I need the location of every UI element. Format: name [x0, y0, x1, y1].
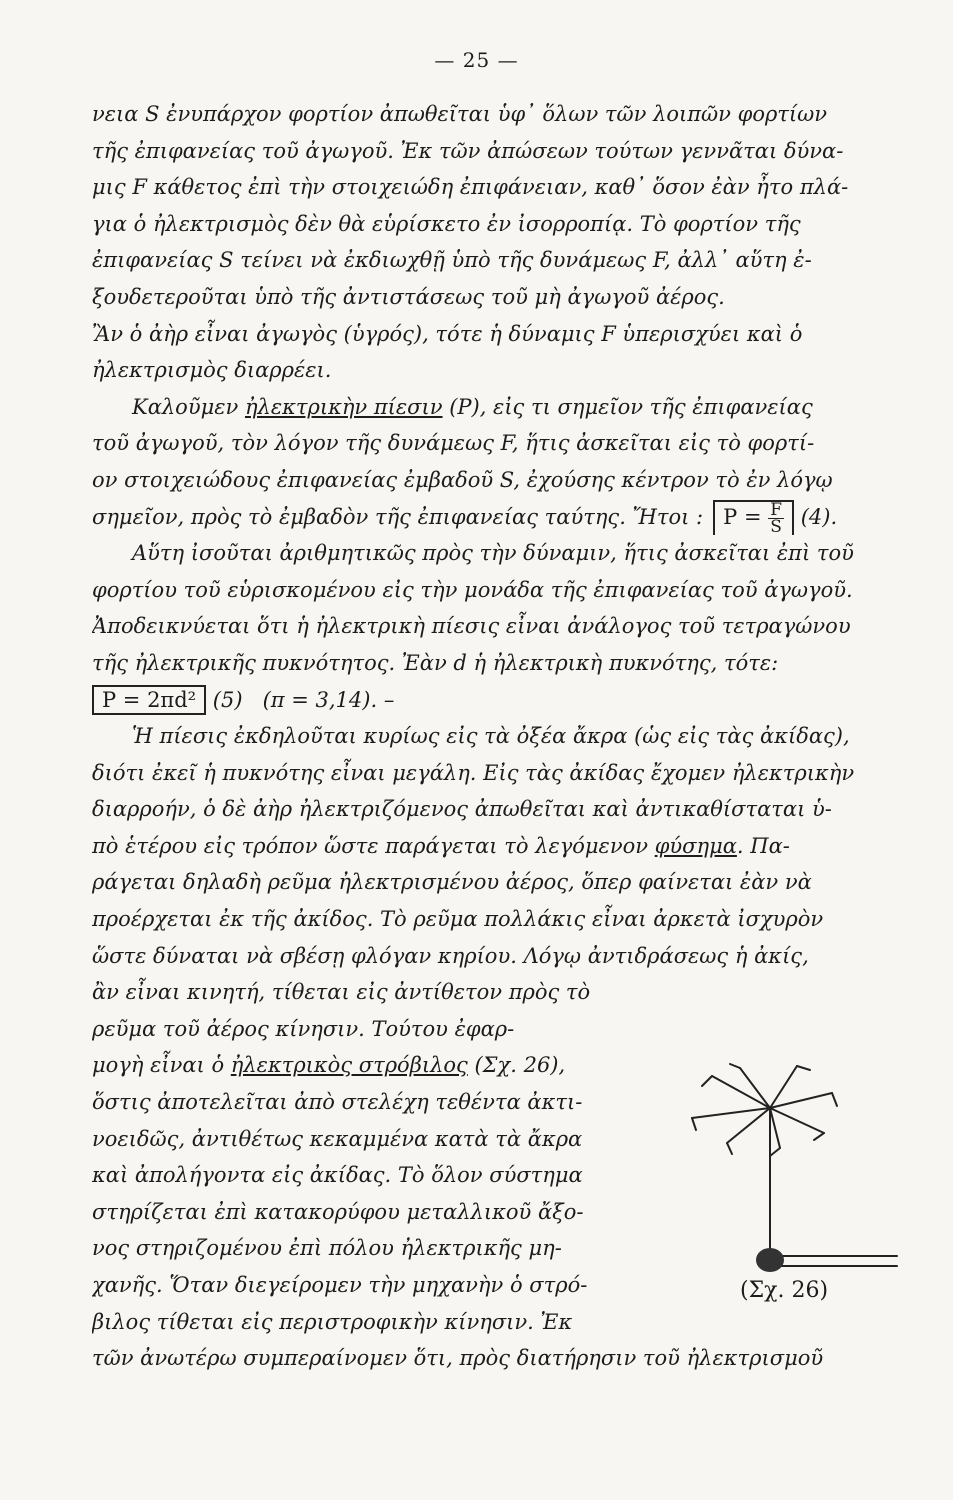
text-line: Ἂν ὁ ἀὴρ εἶναι ἀγωγὸς (ὑγρός), τότε ἡ δύναμις F ὑπερισχύει καὶ ὁ	[92, 321, 803, 346]
text-line: μις F κάθετος ἐπὶ τὴν στοιχειώδη ἐπιφάνειαν, καθ᾽ ὅσον ἐὰν ἦτο πλά-	[92, 175, 849, 200]
fraction-denominator: S	[770, 516, 782, 536]
figure-arm	[712, 1076, 770, 1108]
text-span: μογὴ εἶναι ὁ	[92, 1053, 231, 1078]
figure-arm-tip	[797, 1066, 810, 1070]
text-span: (Σχ. 26),	[467, 1053, 566, 1078]
figure-arm	[770, 1108, 780, 1148]
text-line: νος στηριζομένου ἐπὶ πόλου ἠλεκτρικῆς μη-	[92, 1236, 562, 1261]
text-span: σημεῖον, πρὸς τὸ ἐμβαδὸν τῆς ἐπιφανείας ταύτης. Ἤτοι :	[92, 504, 704, 529]
text-line: ἠλεκτρισμὸς διαρρέει.	[92, 358, 332, 383]
figure-pole-ball	[756, 1248, 784, 1272]
text-line: προέρχεται ἐκ τῆς ἀκίδος. Τὸ ρεῦμα πολλάκις εἶναι ἀρκετὰ ἰσχυρὸν	[92, 907, 824, 932]
formula-4-label: (4).	[800, 504, 838, 529]
text-span: Καλοῦμεν	[132, 394, 245, 419]
definition-line	[92, 389, 912, 426]
electric-whirl-figure	[672, 1048, 902, 1278]
text-line: νοειδῶς, ἀντιθέτως κεκαμμένα κατὰ τὰ ἄκρα	[92, 1126, 583, 1151]
text-line: ράγεται δηλαδὴ ρεῦμα ἠλεκτρισμένου ἀέρος, ὅπερ φαίνεται ἐὰν νὰ	[92, 870, 812, 895]
text-line: διαρροήν, ὁ δὲ ἀὴρ ἠλεκτριζόμενος ἀπωθεῖται καὶ ἀντικαθίσταται ὑ-	[92, 797, 832, 822]
text-line: ρεῦμα τοῦ ἀέρος κίνησιν. Τούτου ἐφαρ-	[92, 1016, 515, 1041]
figure-arm-tip	[814, 1133, 824, 1140]
text-line: καὶ ἀπολήγοντα εἰς ἀκίδας. Τὸ ὅλον σύστημα	[92, 1163, 583, 1188]
text-line: ον στοιχειώδους ἐπιφανείας ἐμβαδοῦ S, ἐχούσης κέντρον τὸ ἐν λόγῳ	[92, 467, 833, 492]
formula-line	[92, 682, 912, 719]
text-line: διότι ἐκεῖ ἡ πυκνότης εἶναι μεγάλη. Εἰς τὰς ἀκίδας ἔχομεν ἠλεκτρικὴν	[92, 760, 855, 785]
text-line: στηρίζεται ἐπὶ κατακορύφου μεταλλικοῦ ἄξο-	[92, 1199, 584, 1224]
text-line: χανῆς. Ὅταν διεγείρομεν τὴν μηχανὴν ὁ στρό-	[92, 1273, 588, 1297]
text-line: τοῦ ἀγωγοῦ, τὸν λόγον τῆς δυνάμεως F, ἥτις ἀσκεῖται εἰς τὸ φορτί-	[92, 431, 815, 456]
term-electric-whirl: ἠλεκτρικὸς στρόβιλος	[230, 1053, 468, 1078]
text-line: ἂν εἶναι κινητή, τίθεται εἰς ἀντίθετον πρὸς τὸ	[92, 980, 591, 1005]
pi-value: (π = 3,14). –	[262, 687, 395, 712]
text-line: Αὕτη ἰσοῦται ἀριθμητικῶς πρὸς τὴν δύναμιν, ἥτις ἀσκεῖται ἐπὶ τοῦ	[132, 541, 854, 566]
text-line: ὥστε δύναται νὰ σβέσῃ φλόγαν κηρίου. Λόγῳ ἀντιδράσεως ἡ ἀκίς,	[92, 943, 809, 968]
formula-line	[92, 499, 912, 536]
term-blowing: φύσημα	[654, 833, 737, 858]
term-electric-pressure: ἠλεκτρικὴν πίεσιν	[244, 394, 443, 419]
text-line: τῶν ἀνωτέρω συμπεραίνομεν ὅτι, πρὸς διατήρησιν τοῦ ἠλεκτρισμοῦ	[92, 1346, 824, 1371]
text-line: για ὁ ἠλεκτρισμὸς δὲν θὰ εὑρίσκετο ἐν ἰσορροπίᾳ. Τὸ φορτίον τῆς	[92, 211, 801, 236]
text-span: (P), εἰς τι σημεῖον τῆς ἐπιφανείας	[442, 394, 813, 419]
page-number: — 25 —	[434, 48, 519, 72]
text-line	[92, 828, 912, 865]
figure-arm-tip	[730, 1064, 740, 1068]
text-line: Ἡ πίεσις ἐκδηλοῦται κυρίως εἰς τὰ ὀξέα ἄκρα (ὡς εἰς τὰς ἀκίδας),	[132, 724, 850, 749]
formula-4-lhs: P =	[723, 504, 762, 529]
text-line	[92, 1047, 652, 1084]
text-line: νεια S ἐνυπάρχον φορτίον ἀπωθεῖται ὑφ᾽ ὅλων τῶν λοιπῶν φορτίων	[92, 102, 828, 126]
text-line: ὅστις ἀποτελεῖται ἀπὸ στελέχη τεθέντα ἀκτι-	[92, 1090, 583, 1115]
text-span: πὸ ἑτέρου εἰς τρόπον ὥστε παράγεται τὸ λεγόμενον	[92, 833, 655, 858]
text-line: Ἀποδεικνύεται ὅτι ἡ ἠλεκτρικὴ πίεσις εἶναι ἀνάλογος τοῦ τετραγώνου	[92, 614, 851, 639]
formula-4-box	[713, 500, 794, 536]
formula-5-label: (5)	[212, 687, 243, 712]
figure-caption: (Σχ. 26)	[740, 1278, 829, 1303]
figure-arm-tip	[727, 1143, 732, 1154]
text-span: . Πα-	[736, 833, 790, 858]
figure-arm-tip	[702, 1076, 712, 1086]
text-line: τῆς ἠλεκτρικῆς πυκνότητος. Ἐὰν d ἡ ἠλεκτρικὴ πυκνότης, τότε:	[92, 650, 779, 675]
figure-arm	[770, 1108, 824, 1133]
figure-arm-tip	[692, 1118, 696, 1130]
text-line: φορτίου τοῦ εὑρισκομένου εἰς τὴν μονάδα τῆς ἐπιφανείας τοῦ ἀγωγοῦ.	[92, 577, 853, 602]
figure-arm-tip	[832, 1093, 837, 1106]
formula-5-box: P = 2πd²	[92, 685, 206, 715]
text-line: ἐπιφανείας S τείνει νὰ ἐκδιωχθῇ ὑπὸ τῆς δυνάμεως F, ἀλλ᾽ αὕτη ἐ-	[92, 248, 812, 273]
text-line: τῆς ἐπιφανείας τοῦ ἀγωγοῦ. Ἐκ τῶν ἀπώσεων τούτων γεννᾶται δύνα-	[92, 138, 844, 163]
figure-arm-tip	[770, 1148, 780, 1156]
text-line: βιλος τίθεται εἰς περιστροφικὴν κίνησιν. Ἐκ	[92, 1309, 573, 1334]
fraction-numerator: F	[770, 499, 783, 520]
text-line: ξουδετεροῦται ὑπὸ τῆς ἀντιστάσεως τοῦ μὴ ἀγωγοῦ ἀέρος.	[92, 284, 725, 309]
figure-arm	[740, 1068, 770, 1108]
formula-4-fraction	[768, 499, 784, 536]
